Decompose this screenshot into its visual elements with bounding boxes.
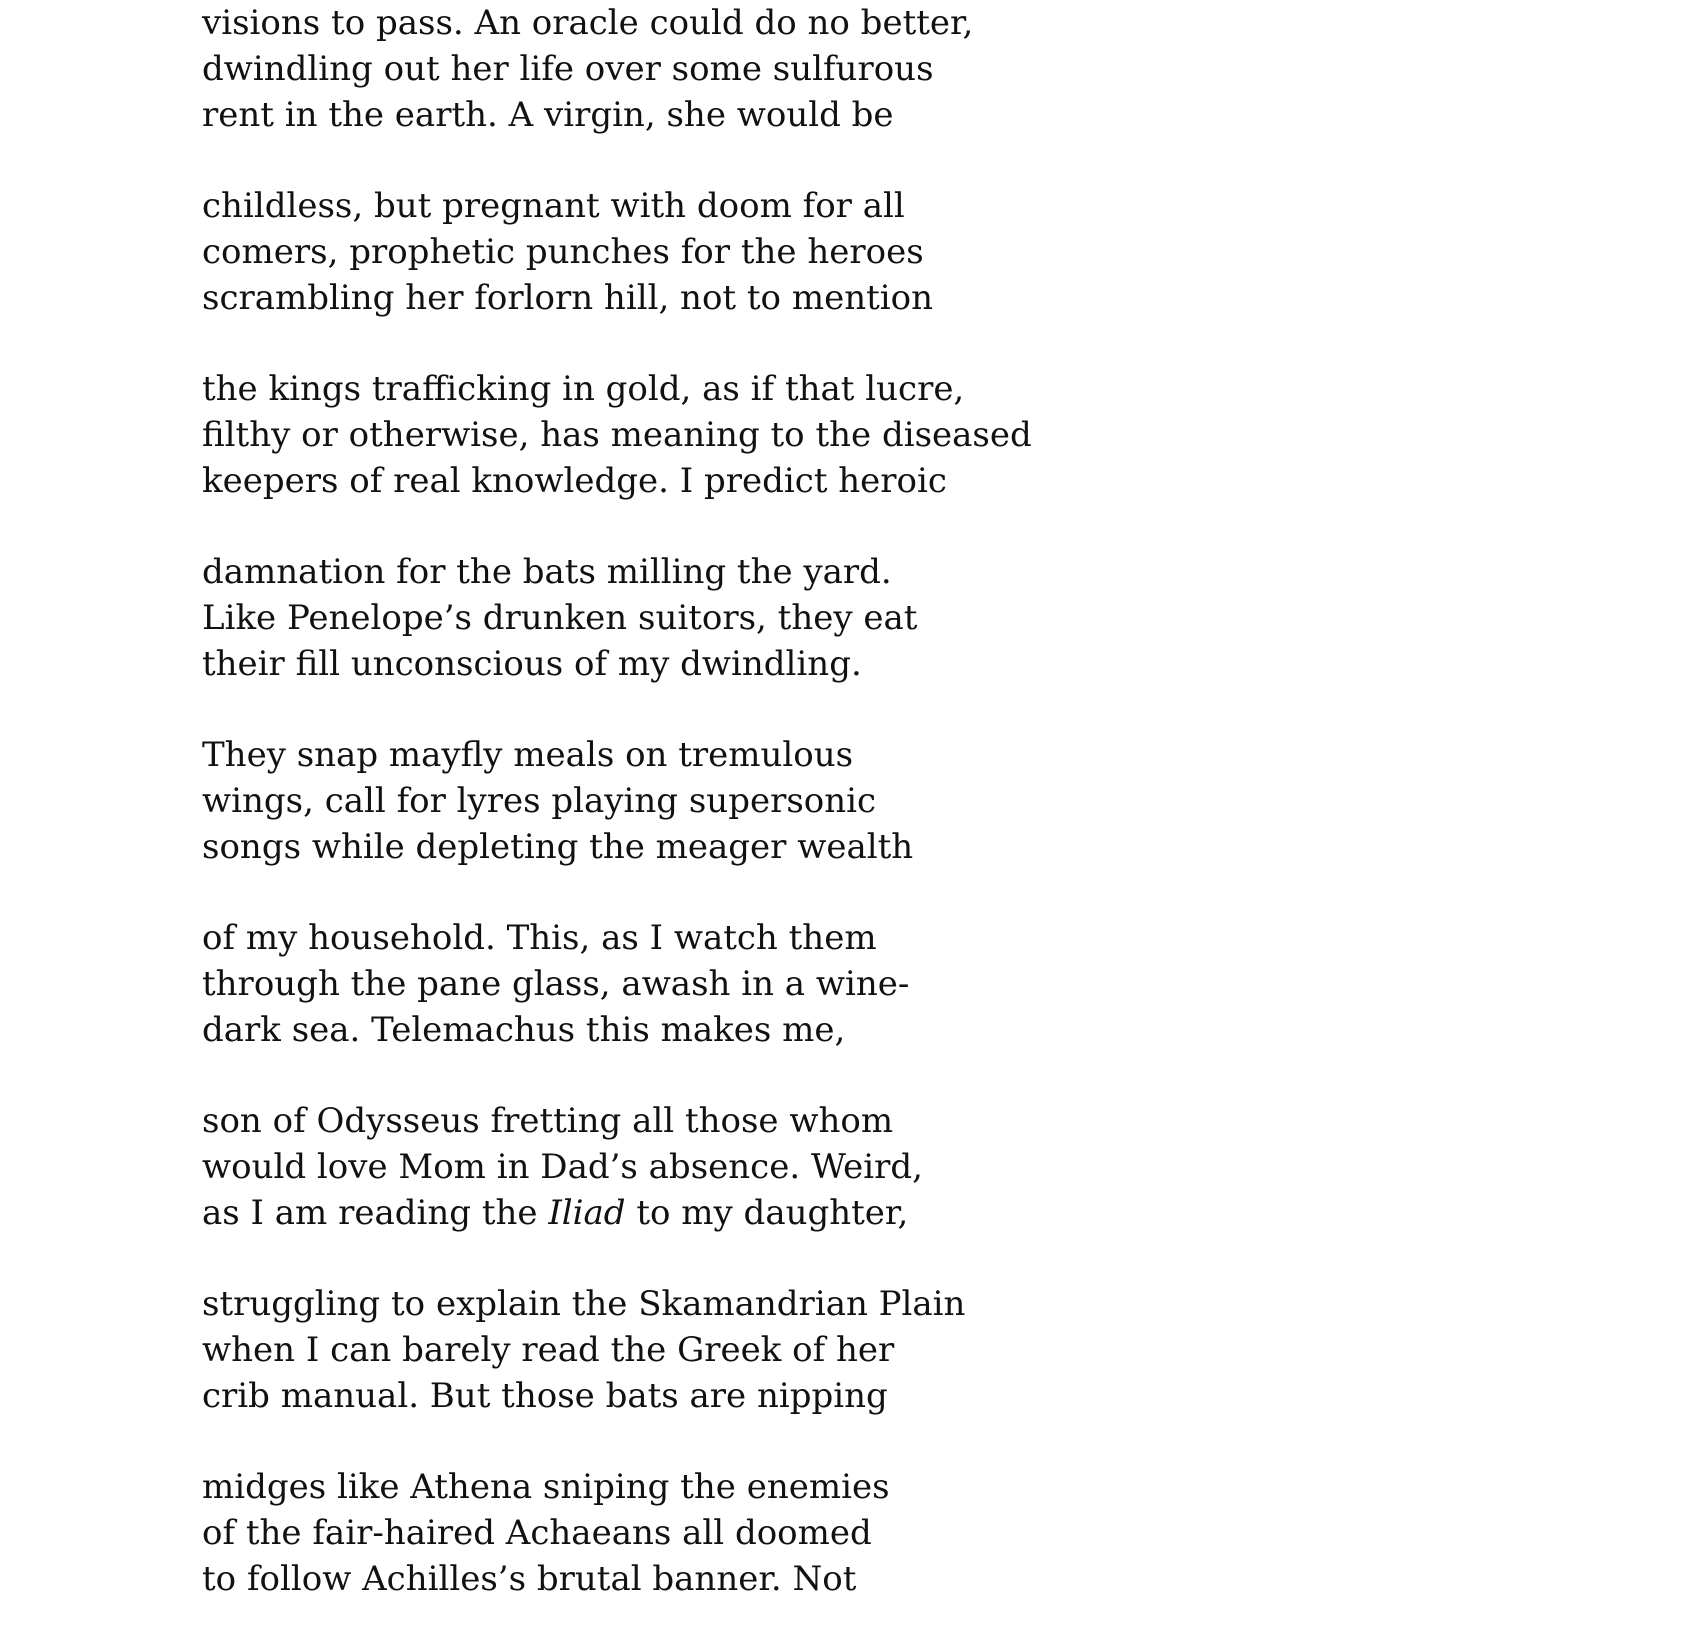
poem-line: struggling to explain the Skamandrian Plain bbox=[202, 1284, 966, 1324]
poem-line: keepers of real knowledge. I predict heroic bbox=[202, 461, 947, 501]
poem-line: wings, call for lyres playing supersonic bbox=[202, 781, 877, 821]
poem-line: the kings trafficking in gold, as if that lucre, bbox=[202, 369, 965, 409]
poem-line-iliad bbox=[202, 1190, 1302, 1236]
poem-line: through the pane glass, awash in a wine- bbox=[202, 964, 910, 1004]
poem-line: childless, but pregnant with doom for all bbox=[202, 186, 905, 226]
poem-line: Like Penelope’s drunken suitors, they eat bbox=[202, 598, 918, 638]
poem-line: scrambling her forlorn hill, not to mention bbox=[202, 278, 933, 318]
poem-line: filthy or otherwise, has meaning to the diseased bbox=[202, 415, 1032, 455]
stanza-1 bbox=[202, 0, 1302, 138]
stanza-9 bbox=[202, 1464, 1302, 1602]
poem-line: dwindling out her life over some sulfurous bbox=[202, 49, 934, 89]
stanza-7 bbox=[202, 1098, 1302, 1236]
poem-line: of the fair-haired Achaeans all doomed bbox=[202, 1513, 872, 1553]
poem-line: songs while depleting the meager wealth bbox=[202, 827, 914, 867]
poem-line: midges like Athena sniping the enemies bbox=[202, 1467, 890, 1507]
poem-body bbox=[202, 0, 1302, 1647]
poem-line: damnation for the bats milling the yard. bbox=[202, 552, 892, 592]
poem-line: rent in the earth. A virgin, she would be bbox=[202, 95, 894, 135]
poem-line: would love Mom in Dad’s absence. Weird, bbox=[202, 1147, 923, 1187]
poem-line: visions to pass. An oracle could do no better, bbox=[202, 3, 974, 43]
book-title-iliad: Iliad bbox=[548, 1193, 626, 1233]
stanza-6 bbox=[202, 915, 1302, 1053]
poem-line: when I can barely read the Greek of her bbox=[202, 1330, 895, 1370]
line-text-before: as I am reading the bbox=[202, 1193, 549, 1233]
stanza-8 bbox=[202, 1281, 1302, 1419]
stanza-2 bbox=[202, 183, 1302, 321]
line-text-after: to my daughter, bbox=[625, 1193, 909, 1233]
stanza-3 bbox=[202, 366, 1302, 504]
poem-line: dark sea. Telemachus this makes me, bbox=[202, 1010, 846, 1050]
poem-line: their fill unconscious of my dwindling. bbox=[202, 644, 862, 684]
poem-line: to follow Achilles’s brutal banner. Not bbox=[202, 1559, 857, 1599]
poem-line: of my household. This, as I watch them bbox=[202, 918, 877, 958]
poem-line: crib manual. But those bats are nipping bbox=[202, 1376, 888, 1416]
stanza-5 bbox=[202, 732, 1302, 870]
poem-line: son of Odysseus fretting all those whom bbox=[202, 1101, 894, 1141]
poem-line: comers, prophetic punches for the heroes bbox=[202, 232, 924, 272]
stanza-4 bbox=[202, 549, 1302, 687]
poem-line: They snap mayfly meals on tremulous bbox=[202, 735, 854, 775]
